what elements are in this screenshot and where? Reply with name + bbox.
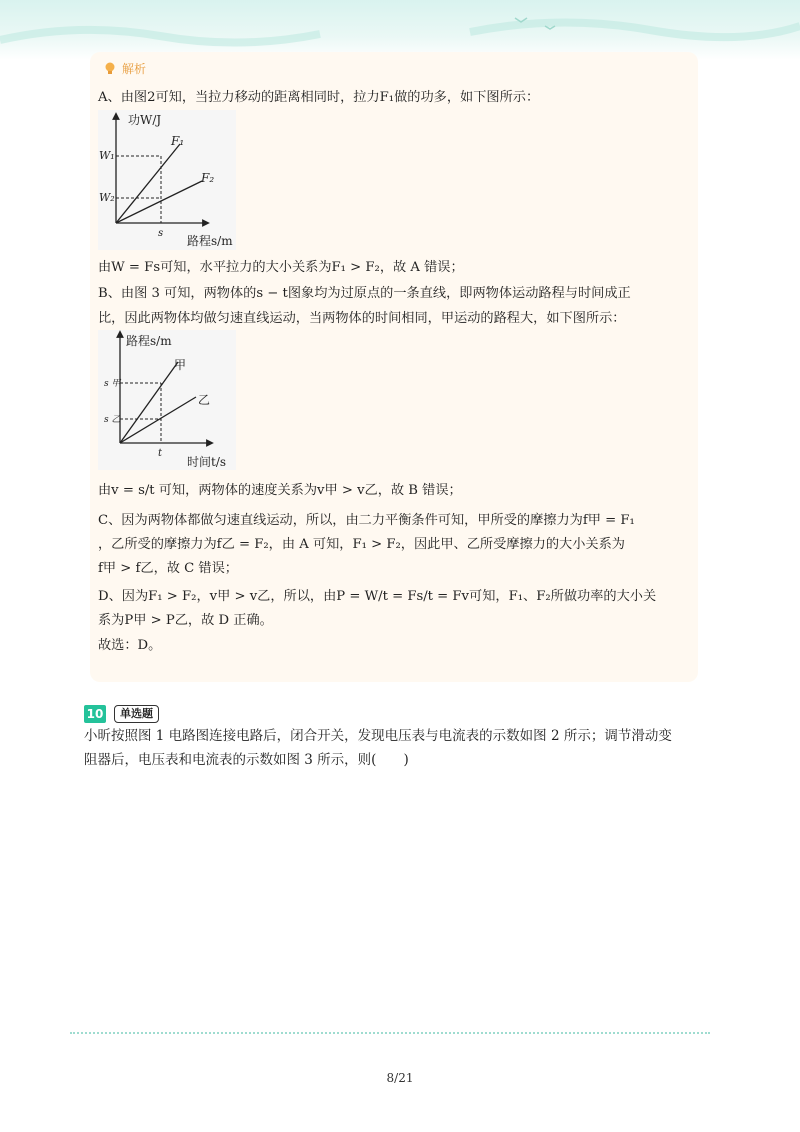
answer-line: 故选：D。 — [98, 638, 162, 653]
figure2-jia-label: 甲 — [174, 358, 187, 372]
figure1-f1-label: F₁ — [171, 134, 185, 148]
figure1-y-label: 功W/J — [128, 113, 162, 127]
question-line-1: 小昕按照图 1 电路图连接电路后，闭合开关，发现电压表与电流表的示数如图 2 所示；调节滑动变 — [84, 728, 672, 744]
figure1-w2-tick: W₂ — [99, 191, 115, 204]
option-b-conclusion: 由v = s/t 可知，两物体的速度关系为v甲 > v乙，故 B 错误； — [98, 483, 462, 498]
figure1-x-label: 路程s/m — [187, 234, 233, 248]
figure2-s-yi-tick: s 乙 — [104, 415, 121, 425]
figure1-w1-tick: W₁ — [99, 149, 115, 162]
figure2-t-tick: t — [158, 448, 163, 459]
option-a-line: A、由图2可知，当拉力移动的距离相同时，拉力F₁做的功多，如下图所示： — [98, 90, 540, 105]
distance-time-graph — [98, 330, 236, 470]
figure2-y-label: 路程s/m — [126, 334, 172, 348]
question-number-badge: 10 — [84, 705, 106, 723]
header-decoration — [0, 0, 800, 60]
option-c-line-3: f甲 > f乙，故 C 错误； — [98, 561, 238, 576]
figure-distance-time — [98, 330, 236, 470]
option-d-line-2: 系为P甲 > P乙，故 D 正确。 — [98, 613, 273, 628]
figure2-yi-label: 乙 — [198, 393, 211, 407]
question-type-tag: 单选题 — [114, 705, 159, 723]
option-d-line-1: D、因为F₁ > F₂，v甲 > v乙，所以，由P = W/t = Fs/t = Fv可知，F₁、F₂所做功率的大小关 — [98, 589, 657, 604]
lightbulb-icon — [104, 62, 116, 75]
figure2-s-jia-tick: s 甲 — [104, 379, 121, 389]
option-c-line-2: ，乙所受的摩擦力为f乙 = F₂，由 A 可知，F₁ > F₂，因此甲、乙所受摩擦力的大小关系为 — [98, 537, 625, 552]
figure1-f2-label: F₂ — [201, 171, 215, 185]
figure-work-distance — [98, 110, 236, 250]
option-b-line-2: 比，因此两物体均做匀速直线运动，当两物体的时间相同，甲运动的路程大，如下图所示： — [98, 311, 626, 326]
question-line-2: 阻器后，电压表和电流表的示数如图 3 所示，则( ) — [84, 752, 409, 768]
page-number: 8/21 — [386, 1071, 414, 1085]
figure1-s-tick: s — [158, 228, 164, 239]
figure2-x-label: 时间t/s — [187, 455, 227, 469]
header-banner — [0, 0, 800, 60]
work-distance-graph — [98, 110, 236, 250]
option-b-line-1: B、由图 3 可知，两物体的s − t图象均为过原点的一条直线，即两物体运动路程与时间成正 — [98, 286, 631, 301]
footer-divider — [70, 1032, 710, 1034]
analysis-heading — [104, 60, 146, 77]
option-a-conclusion: 由W = Fs可知，水平拉力的大小关系为F₁ > F₂，故 A 错误； — [98, 260, 464, 275]
option-c-line-1: C、因为两物体都做匀速直线运动，所以，由二力平衡条件可知，甲所受的摩擦力为f甲 = F₁ — [98, 513, 635, 528]
analysis-label: 解析 — [122, 62, 147, 76]
